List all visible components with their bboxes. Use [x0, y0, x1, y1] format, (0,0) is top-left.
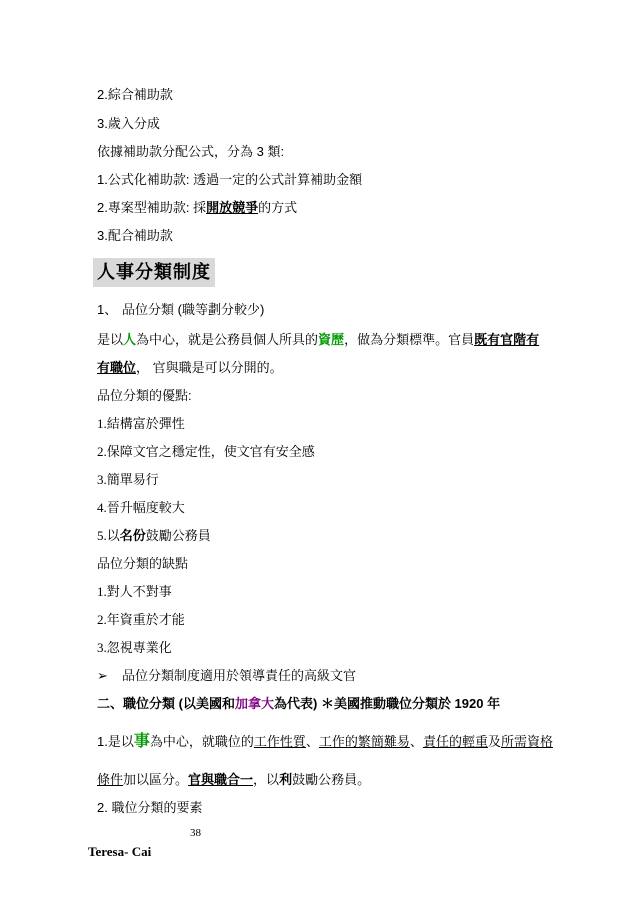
point-text: 鼓勵公務員。 [292, 772, 371, 787]
qualifications-underline: 所需資格 [500, 734, 553, 749]
responsibility-underline: 責任的輕重 [422, 734, 488, 749]
position-point-1-line-2 [97, 771, 370, 789]
open-competition-emphasis: 開放競爭 [206, 200, 259, 215]
page-number: 38 [190, 827, 201, 839]
definition-text: ， 官與職是可以分開的。 [136, 360, 283, 375]
formula-item-2-suffix: 的方式 [258, 200, 298, 215]
position-point-2: 2. 職位分類的要素 [97, 800, 203, 815]
point-text: 為中心，就職位的 [149, 734, 254, 749]
formula-item-3: 3.配合補助款 [97, 228, 173, 243]
subsidy-item-3: 3.歲入分成 [97, 116, 160, 131]
title-text: 為代表) ＊美國推動職位分類於 1920 年 [274, 696, 501, 711]
formula-item-1: 1.公式化補助款: 透過一定的公式計算補助金額 [97, 172, 363, 187]
definition-text: 是以 [97, 332, 124, 347]
advantage-item: 1.結構富於彈性 [97, 416, 185, 431]
conditions-underline: 條件 [97, 772, 124, 787]
position-classification-title [97, 695, 500, 713]
formula-intro: 依據補助款分配公式，分為 3 類: [97, 144, 285, 159]
formula-item-2 [97, 199, 297, 217]
advantage-item: 4.晉升幅度較大 [97, 500, 185, 515]
benefit-emphasis: 利 [279, 772, 293, 787]
point-text: 加以區分。 [123, 772, 189, 787]
rank-classification-note [97, 667, 356, 685]
note-text: 品位分類制度適用於領導責任的高級文官 [122, 668, 357, 683]
point-text: 及 [487, 734, 501, 749]
formula-item-2-prefix: 2.專案型補助款: 採 [97, 200, 207, 215]
title-text: 二、職位分類 (以 [97, 696, 196, 711]
author-name: Teresa- Cai [88, 844, 152, 859]
canada-emphasis: 加拿大 [234, 696, 274, 711]
rank-classification-title [97, 301, 264, 319]
point-text: ，以 [253, 772, 280, 787]
point-text: 1.是以 [97, 734, 134, 749]
definition-text: ，做為分類標準。官員 [344, 332, 475, 347]
disadvantage-item: 3.忽視專業化 [97, 640, 172, 655]
arrowhead-bullet-icon: ➢ [97, 668, 108, 683]
rank-classification-title-text: 品位分類 (職等劃分較少) [122, 302, 265, 317]
job-nature-underline: 工作性質 [253, 734, 306, 749]
disadvantages-heading: 品位分類的缺點 [97, 556, 189, 571]
person-emphasis: 人 [123, 332, 137, 347]
separator: 、 [409, 734, 423, 749]
advantage-item [97, 527, 211, 545]
rank-post-unified-emphasis: 官與職合一 [188, 772, 254, 787]
rank-classification-number: 1、 [97, 302, 118, 317]
advantage-item: 2.保障文官之穩定性，使文官有安全感 [97, 444, 315, 459]
rank-and-post-emphasis: 既有官階有 [474, 332, 540, 347]
disadvantage-item: 1.對人不對事 [97, 584, 172, 599]
advantage-item-5-prefix: 5.以 [97, 528, 120, 543]
title-text: 和 [221, 696, 235, 711]
separator: 、 [305, 734, 319, 749]
status-emphasis: 名份 [119, 528, 146, 543]
advantage-item-5-suffix: 鼓勵公務員 [145, 528, 211, 543]
rank-definition-line-2 [97, 359, 283, 377]
job-difficulty-underline: 工作的繁簡難易 [318, 734, 410, 749]
usa-emphasis: 美國 [195, 696, 222, 711]
disadvantage-item: 2.年資重於才能 [97, 612, 185, 627]
rank-definition-line-1 [97, 331, 539, 349]
advantages-heading: 品位分類的優點: [97, 388, 192, 403]
section-heading: 人事分類制度 [93, 258, 215, 287]
seniority-emphasis: 資歷 [318, 332, 345, 347]
has-post-emphasis: 有職位 [97, 360, 137, 375]
subsidy-item-2: 2.綜合補助款 [97, 87, 173, 102]
definition-text: 為中心，就是公務員個人所具的 [136, 332, 319, 347]
task-emphasis: 事 [133, 733, 150, 750]
advantage-item: 3.簡單易行 [97, 472, 159, 487]
position-point-1-line-1 [97, 733, 553, 751]
